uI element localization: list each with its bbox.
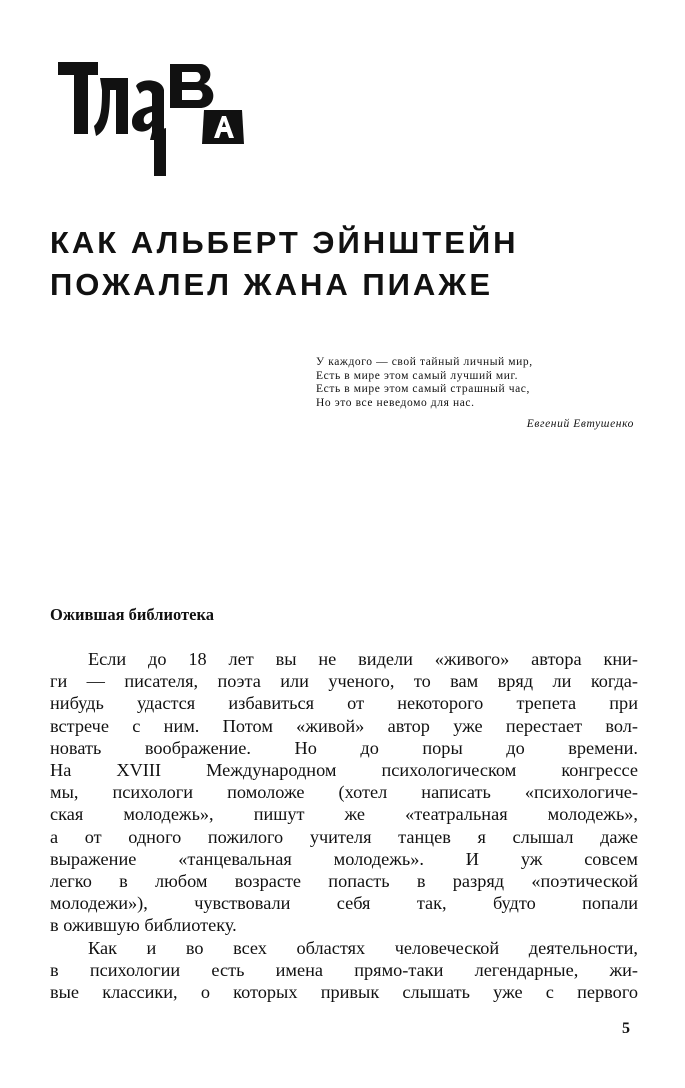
epigraph-line: У каждого — свой тайный личный мир, xyxy=(316,356,533,368)
body-line: мы, психологи помоложе (хотел написать «психологиче- xyxy=(50,782,638,803)
body-line: встрече с ним. Потом «живой» автор уже перестает вол- xyxy=(50,715,638,736)
body-line: молодежи»), чувствовали себя так, будто попали xyxy=(50,893,638,914)
body-line: Если до 18 лет вы не видели «живого» автора кни- xyxy=(88,649,638,669)
chapter-title-line-2: ПОЖАЛЕЛ ЖАНА ПИАЖЕ xyxy=(50,267,493,302)
body-line: ская молодежь», пишут же «театральная молодежь», xyxy=(50,804,638,825)
body-line: легко в любом возрасте попасть в разряд «поэтической xyxy=(50,871,638,892)
body-line: а от одного пожилого учителя танцев я слышал даже xyxy=(50,826,638,847)
epigraph xyxy=(316,356,636,432)
body-line: вые классики, о которых привык слышать уже с первого xyxy=(50,982,638,1003)
page-number: 5 xyxy=(622,1020,630,1037)
chapter-title-line-1: КАК АЛЬБЕРТ ЭЙНШТЕЙН xyxy=(50,225,519,260)
body-line: На XVIII Международном психологическом конгрессе xyxy=(50,760,638,781)
body-line: ги — писателя, поэта или ученого, то вам вряд ли когда- xyxy=(50,671,638,692)
body-line: в психологии есть имена прямо-таки легендарные, жи- xyxy=(50,959,638,980)
body-line: Как и во всех областях человеческой деятельности, xyxy=(88,937,638,958)
body-line: нибудь удастся избавиться от некоторого трепета при xyxy=(50,693,638,714)
epigraph-line: Но это все неведомо для нас. xyxy=(316,396,475,409)
epigraph-line: Есть в мире этом самый лучший миг. xyxy=(316,369,519,382)
epigraph-line: Есть в мире этом самый страшный час, xyxy=(316,383,530,395)
body-text xyxy=(50,648,638,1003)
chapter-ornament-logo xyxy=(56,52,246,180)
body-line: выражение «танцевальная молодежь». И уж совсем xyxy=(50,848,638,869)
body-line: новать воображение. Но до поры до времени. xyxy=(50,737,638,758)
body-line: в ожившую библиотеку. xyxy=(50,915,237,936)
section-title: Ожившая библиотека xyxy=(50,605,214,624)
chapter-title xyxy=(50,222,519,306)
epigraph-author: Евгений Евтушенко xyxy=(526,418,634,430)
